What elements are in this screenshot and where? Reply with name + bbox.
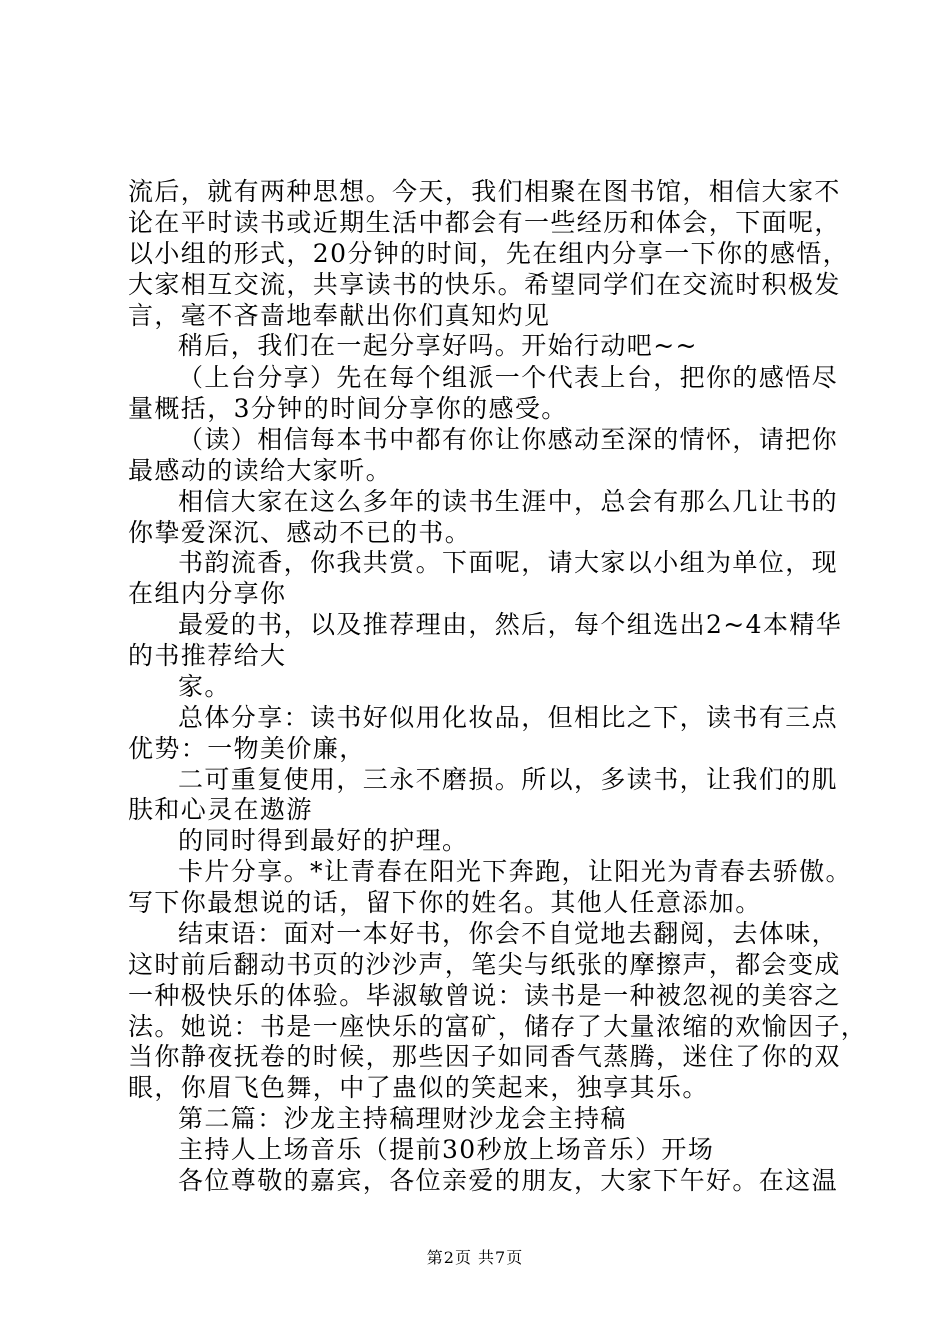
text-line: 最感动的读给大家听。 <box>128 456 393 485</box>
text-line: 在组内分享你 <box>128 579 287 608</box>
text-line: 眼，你眉飞色舞，中了蛊似的笑起来，独享其乐。 <box>128 1073 709 1102</box>
text-line: （上台分享）先在每个组派一个代表上台，把你的感悟尽 <box>178 363 839 392</box>
text-line: 家。 <box>178 672 231 701</box>
page-footer: 第2页 共7页 <box>426 1248 524 1267</box>
text-line: 言，毫不吝啬地奉献出你们真知灼见 <box>128 301 551 330</box>
text-line: 写下你最想说的话，留下你的姓名。其他人任意添加。 <box>128 888 762 917</box>
text-line: 流后，就有两种思想。今天，我们相聚在图书馆，相信大家不 <box>128 177 841 206</box>
text-line: 的书推荐给大 <box>128 641 287 670</box>
text-line: 稍后，我们在一起分享好吗。开始行动吧~~ <box>178 331 698 360</box>
text-line: 一种极快乐的体验。毕淑敏曾说：读书是一种被忽视的美容之 <box>128 981 841 1010</box>
text-line: 当你静夜抚卷的时候，那些因子如同香气蒸腾，迷住了你的双 <box>128 1042 841 1071</box>
text-line: 肤和心灵在遨游 <box>128 795 313 824</box>
text-line: 卡片分享。*让青春在阳光下奔跑，让阳光为青春去骄傲。 <box>178 857 852 886</box>
text-line: 总体分享：读书好似用化妆品，但相比之下，读书有三点 <box>178 703 839 732</box>
text-line: 大家相互交流，共享读书的快乐。希望同学们在交流时积极发 <box>128 270 841 299</box>
text-line: 最爱的书，以及推荐理由，然后，每个组选出2~4本精华 <box>178 610 843 639</box>
text-line: 法。她说：书是一座快乐的富矿，储存了大量浓缩的欢愉因子， <box>128 1012 868 1041</box>
section-heading: 第二篇：沙龙主持稿理财沙龙会主持稿 <box>178 1104 627 1133</box>
text-line: 相信大家在这么多年的读书生涯中，总会有那么几让书的 <box>178 487 839 516</box>
text-line: 以小组的形式，20分钟的时间，先在组内分享一下你的感悟， <box>128 239 850 268</box>
text-line: 你挚爱深沉、感动不已的书。 <box>128 518 472 547</box>
text-line: （读）相信每本书中都有你让你感动至深的情怀，请把你 <box>178 425 839 454</box>
text-line: 结束语：面对一本好书，你会不自觉地去翻阅，去体味， <box>178 919 839 948</box>
text-line: 各位尊敬的嘉宾，各位亲爱的朋友，大家下午好。在这温 <box>178 1166 839 1195</box>
text-line: 量概括，3分钟的时间分享你的感受。 <box>128 394 568 423</box>
text-line: 二可重复使用，三永不磨损。所以，多读书，让我们的肌 <box>178 765 839 794</box>
text-line: 优势：一物美价廉， <box>128 734 366 763</box>
text-line: 这时前后翻动书页的沙沙声，笔尖与纸张的摩擦声，都会变成 <box>128 950 841 979</box>
text-line: 主持人上场音乐（提前30秒放上场音乐）开场 <box>178 1135 715 1164</box>
text-line: 的同时得到最好的护理。 <box>178 826 469 855</box>
text-line: 书韵流香，你我共赏。下面呢，请大家以小组为单位，现 <box>178 548 839 577</box>
text-line: 论在平时读书或近期生活中都会有一些经历和体会，下面呢， <box>128 208 841 237</box>
